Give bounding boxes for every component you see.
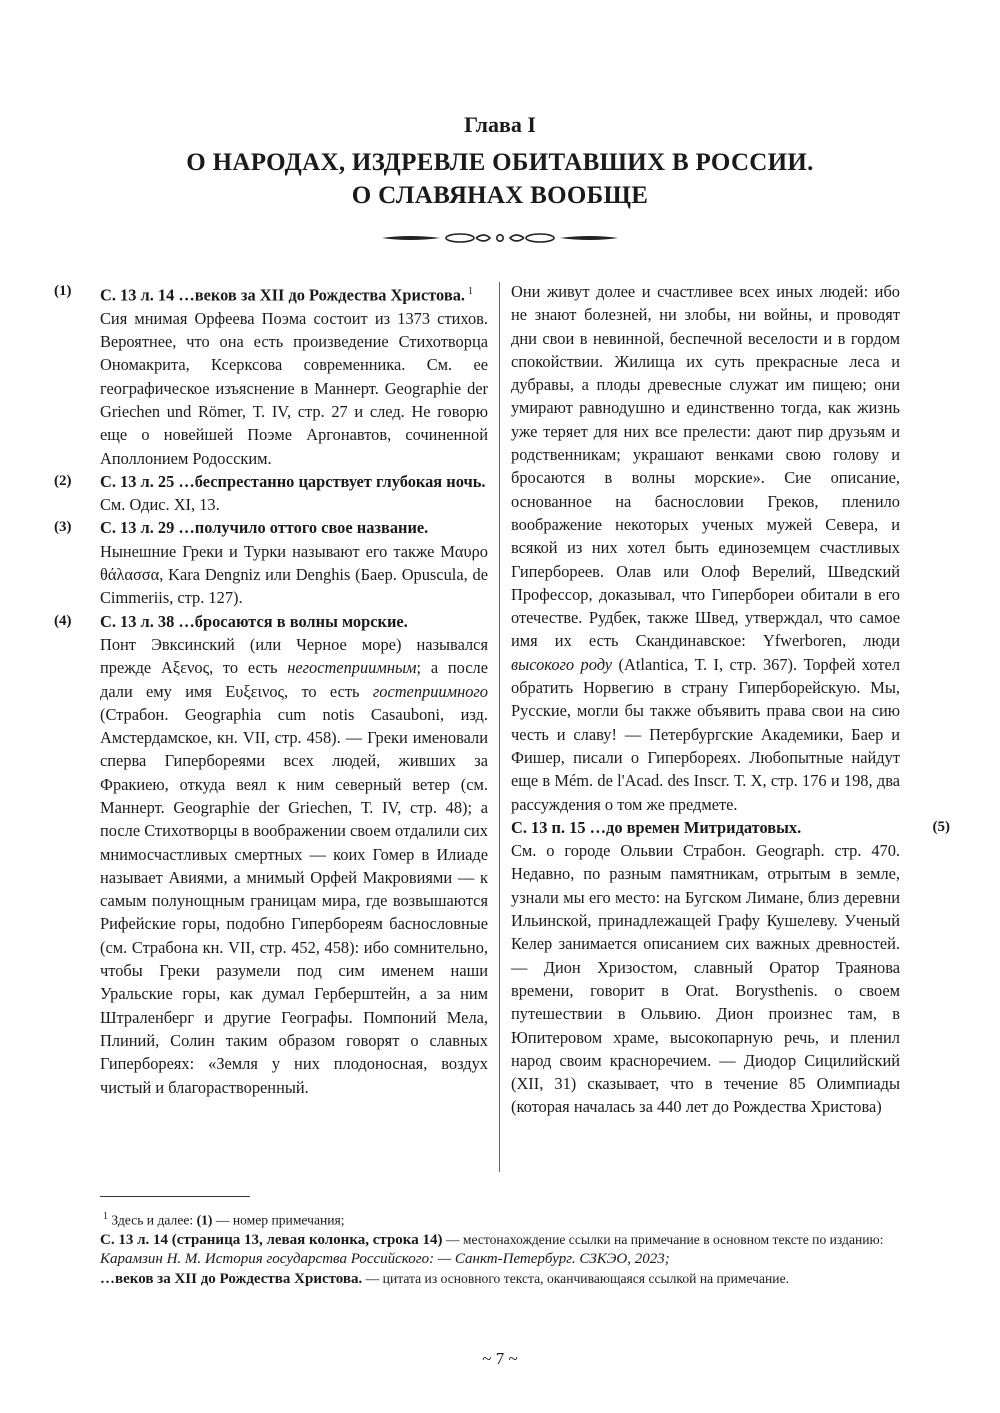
note-heading: С. 13 л. 29 …получило оттого свое название. [100,518,429,538]
footnotes [100,1207,900,1289]
note-body: См. Одис. XI, 13. [100,495,220,515]
page-number: ~ 7 ~ [482,1349,518,1368]
note-heading: С. 13 л. 14 …веков за XII до Рождества Христова. $^1$ [100,285,473,305]
note-heading: С. 13 л. 38 …бросаются в волны морские. [100,611,408,631]
note-body: Понт Эвксинский (или Черное море) назывался прежде Αξενος, то есть негостеприимным; а после дали ему имя Ευξεινος, то есть гостеприимного (Страбон. Geographia cum notis Casauboni, изд. Амстердамское, кн. VII, стр. 458). — Греки именовали сперва Гипербореями всех людей, живших за Фракиею, откуда веял к ним северный ветер (см. Маннерт. Geographie der Griechen, Т. IV, стр. 48); а после Стихотворцы в воображении своем отдалили сих мнимосчастливых смертных — коих Гомер в Илиаде называет Авиями, а мнимый Орфей Макровиями — к самым полунощным границам мира, где возвышаются Рифейские горы, подобно Гипербореям баснословные (см. Страбона кн. VII, стр. 452, 458): ибо сомнительно, чтобы Греки разумели под сим именем наши Уральские горы, как думал Герберштейн, а за ним Штраленберг и другие Географы. Помпоний Мела, Плиний, Солин таким образом говорят о славных Гипербореях: «Земля у них плодоносная, воздух чистый и благорастворенный. [100,634,488,1097]
footnote-line-1: $^1$ Здесь и далее: (1) — номер примечания; [103,1211,345,1228]
chapter-title-line2: О СЛАВЯНАХ ВООБЩЕ [351,182,649,209]
column-divider [499,282,500,1172]
footnote-divider [100,1196,250,1197]
right-column [511,280,950,1119]
note-2 [54,470,488,517]
footnote-line-2: С. 13 л. 14 (страница 13, левая колонка, строка 14) — местонахождение ссылки на примечание в основном тексте по изданию: [100,1231,884,1248]
chapter-title-line1: О НАРОДАХ, ИЗДРЕВЛЕ ОБИТАВШИХ В РОССИИ. [186,149,814,176]
note-5 [511,816,950,1119]
chapter-title [0,146,1000,212]
note-3 [54,516,488,609]
note-4 [54,610,488,1099]
note-body: Они живут долее и счастливее всех иных людей: ибо не знают болезней, ни злобы, ни войны, и проводят дни свои в невинной, беспечной веселости и в гордом спокойствии. Жилища их суть прекрасные леса и дубравы, а плоды древесные служат им пищею; они умирают равнодушно и единственно тогда, как жизнь уже теряет для них все прелести: дают пир друзьям и родственникам; украшают венками свою голову и бросаются в волны морские». Сие описание, основанное на баснословии Греков, пленило воображение некоторых ученых мужей Севера, и всякой из них хотел быть единоземцем счастливых Гипербореев. Олав или Олоф Верелий, Шведский Профессор, доказывал, что Гипербореи обитали в его отечестве. Рудбек, также Швед, утверждал, что самое имя их есть Скандинавское: Yfwerboren, люди высокого роду (Atlantica, Т. I, стр. 367). Торфей хотел обратить Норвегию в страну Гиперборейскую. Мы, Русские, могли бы также объявить права свои на сию честь и славу! — Петербургские Академики, Баер и Фишер, писали о Гипербореях. Любопытные найдут еще в Mém. de l'Acad. des Inscr. Т. X, стр. 176 и 198, два рассуждения о том же предмете. [511,282,900,814]
note-body: Нынешние Греки и Турки называют его также Μαυρο θάλασσα, Kara Dengniz или Denghis (Баер. Opuscula, de Cimmeriis, стр. 127). [100,541,488,608]
note-1 [54,280,488,470]
note-number: (4) [54,612,72,629]
note-number: (5) [932,818,950,835]
note-body: См. о городе Ольвии Страбон. Geograph. стр. 470. Недавно, по разным памятникам, отрытым в земле, узнали мы его место: на Бугском Лимане, близ деревни Ильинской, принадлежащей Графу Кушелеву. Ученый Келер занимается описанием сих важных древностей. — Дион Хризостом, славный Оратор Траянова времени, говорит в Orat. Borysthenis. о своем путешествии в Ольвию. Дион произнес там, в Юпитеровом храме, высокопарную речь, и пленил народ своим красноречием. — Диодор Сицилийский (XII, 31) сказывает, что в течение 85 Олимпиады (которая началась за 440 лет до Рождества Христова) [511,841,900,1117]
note-4-continued [511,280,900,816]
note-body: Сия мнимая Орфеева Поэма состоит из 1373 стихов. Вероятнее, что она есть произведение Стихотворца Ономакрита, Ксерксова современника. См. ее географическое изъяснение в Маннерт. Geographie der Griechen und Römer, Т. IV, стр. 27 и след. Не говорю еще о новейшей Поэме Аргонавтов, сочиненной Аполлонием Родосским. [100,308,488,468]
footnote-marker: 1 [468,286,473,297]
footnote-line-4: …веков за XII до Рождества Христова. — цитата из основного текста, оканчивающаяся ссылкой на примечание. [100,1270,790,1287]
note-heading: С. 13 п. 15 …до времен Митридатовых. [511,817,802,837]
note-number: (2) [54,472,72,489]
note-number: (1) [54,283,72,299]
chapter-label: Глава I [464,112,536,137]
note-number: (3) [54,519,72,536]
note-heading: С. 13 л. 25 …беспрестанно царствует глубокая ночь. [100,471,486,491]
ornament-divider [380,230,620,246]
footnote-line-3: Карамзин Н. М. История государства Российского: — Санкт-Петербург. СЗКЭО, 2023; [100,1250,670,1267]
left-column [54,280,488,1099]
